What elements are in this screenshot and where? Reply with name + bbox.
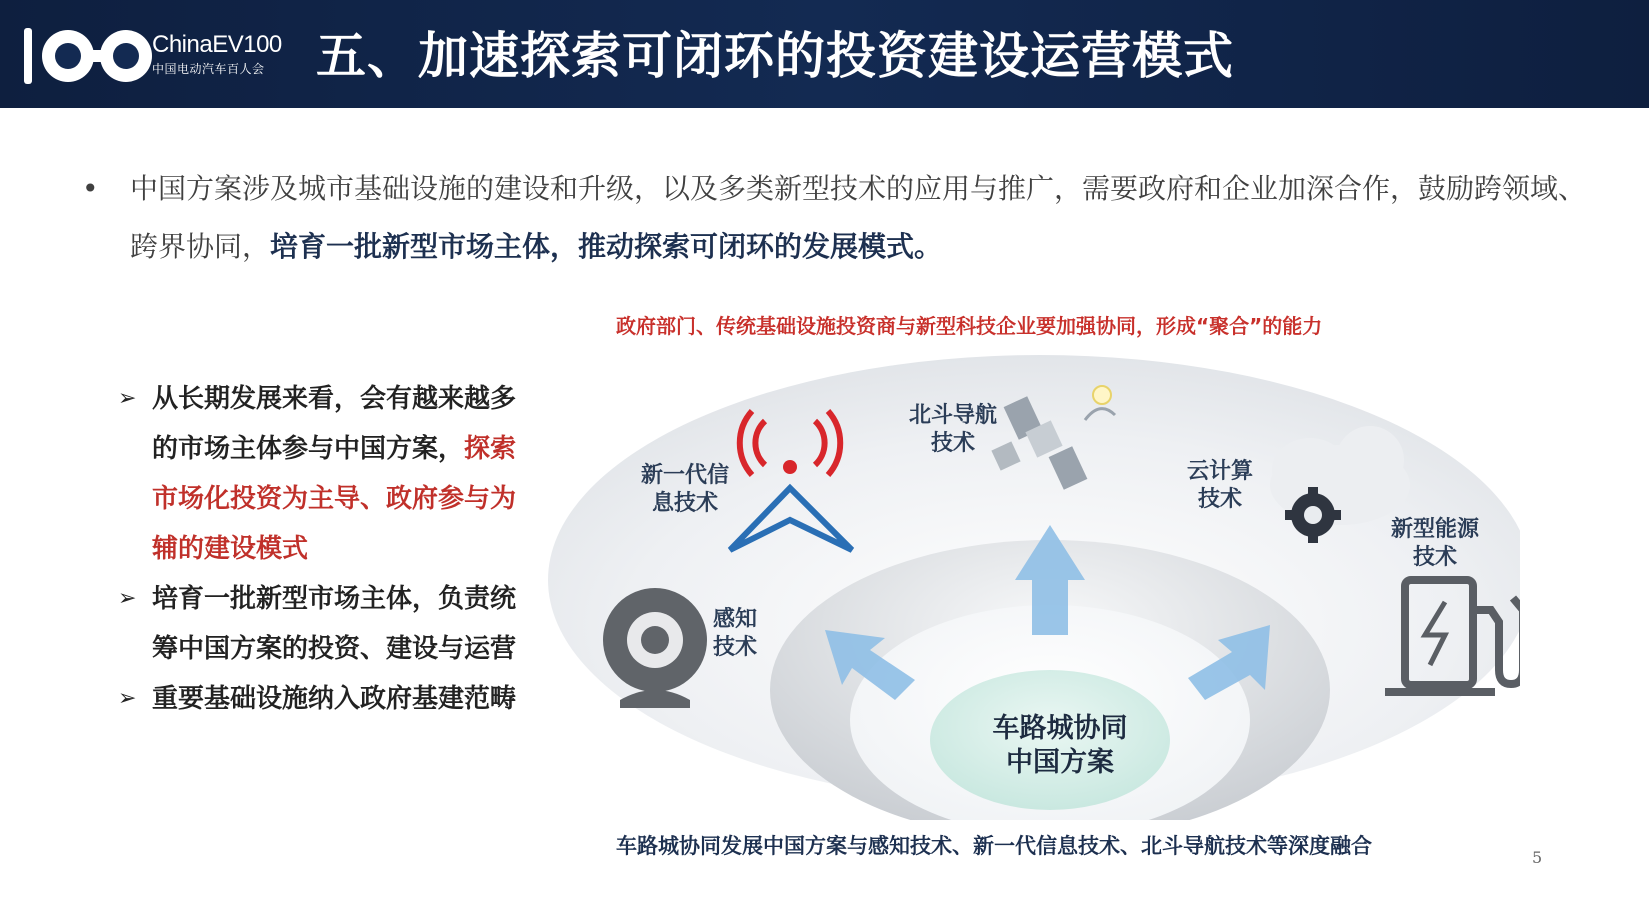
label-line: 新型能源 [1390,517,1479,542]
point-text: 重要基础设施纳入政府基建范畴 [152,684,517,714]
intro-bold-text: 培育一批新型市场主体，推动探索可闭环的发展模式。 [270,230,943,263]
arrow-bullet-icon: ➢ [118,386,137,411]
bullet-icon: • [82,172,99,205]
logo-english: ChinaEV100 [152,31,282,58]
key-points-list [118,374,538,724]
logo-chinese: 中国电动汽车百人会 [152,62,265,76]
list-item [118,674,538,724]
page-number: 5 [1532,848,1543,867]
arrow-bullet-icon: ➢ [118,686,137,711]
label-sense-tech [700,606,770,662]
arrow-bullet-icon: ➢ [118,586,137,611]
center-label-line2: 中国方案 [1006,747,1114,778]
diagram-top-caption: 政府部门、传统基础设施投资商与新型科技企业要加强协同，形成“聚合”的能力 [616,314,1323,338]
label-line: 技术 [1412,545,1457,570]
point-text: 培育一批新型市场主体，负责统筹中国方案的投资、建设与运营 [152,584,517,664]
label-cloud-tech [1170,458,1270,514]
center-label-line1: 车路城协同 [992,713,1128,744]
logo-text [152,32,282,76]
point-highlight: 探索市场化投资为主导、政府参与为辅的建设模式 [152,434,517,564]
header-bar [0,0,1649,108]
page-title: 五、加速探索可闭环的投资建设运营模式 [316,27,1234,85]
intro-text [130,160,1600,276]
list-item [118,374,538,574]
intro-normal-text: 中国方案涉及城市基础设施的建设和升级，以及多类新型技术的应用与推广，需要政府和企业加深合作，鼓励跨领域、跨界协同， [130,172,1587,263]
label-line: 北斗导航 [908,403,997,428]
point-text: 从长期发展来看，会有越来越多的市场主体参与中国方案， [152,384,517,464]
label-line: 技术 [712,635,757,660]
center-label [990,712,1130,780]
label-line: 新一代信 [640,463,729,488]
diagram-bottom-caption: 车路城协同发展中国方案与感知技术、新一代信息技术、北斗导航技术等深度融合 [616,834,1372,858]
label-line: 感知 [712,607,757,632]
label-line: 技术 [1197,487,1242,512]
label-line: 息技术 [651,491,718,516]
label-info-tech [630,462,740,518]
label-energy-tech [1380,516,1490,572]
chinaev100-logo-icon [20,22,160,90]
label-line: 云计算 [1186,459,1253,484]
list-item [118,574,538,674]
label-beidou-tech [898,402,1008,458]
label-line: 技术 [930,431,975,456]
